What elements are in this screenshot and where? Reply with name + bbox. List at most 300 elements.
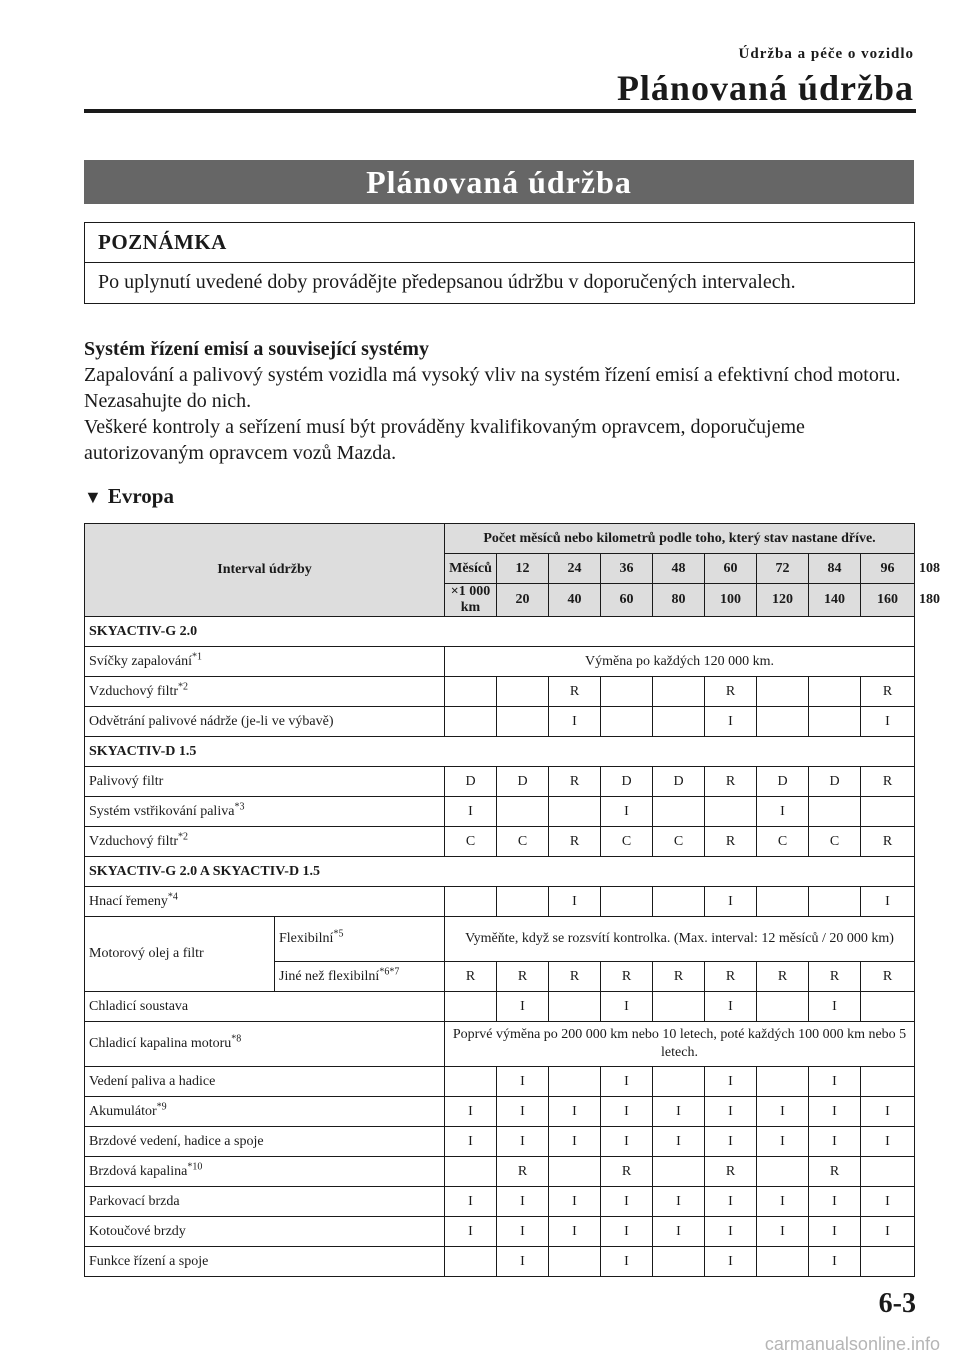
item-span-text-text: Poprvé výměna po 200 000 km nebo 10 letech, poté každých 100 000 km nebo 5 letech. — [452, 1027, 907, 1060]
note-box — [84, 222, 915, 304]
footnote-mark: *2 — [178, 680, 189, 692]
schedule-cell — [653, 1157, 705, 1187]
table-row — [85, 677, 915, 707]
schedule-cell — [705, 1247, 757, 1277]
schedule-cell — [445, 1247, 497, 1277]
schedule-cell-text: R — [882, 968, 893, 984]
schedule-cell — [757, 1127, 809, 1157]
schedule-cell — [549, 767, 601, 797]
table-row — [85, 827, 915, 857]
item-label-text: Palivový filtr — [89, 773, 164, 789]
schedule-cell-text: I — [885, 1103, 890, 1119]
month-cell-text: 36 — [619, 560, 634, 576]
schedule-cell-text: I — [780, 1133, 785, 1149]
schedule-cell — [705, 707, 757, 737]
footnote-mark: *1 — [192, 650, 203, 662]
schedule-cell — [757, 1067, 809, 1097]
schedule-cell — [601, 1067, 653, 1097]
note-title: POZNÁMKA — [85, 223, 914, 263]
schedule-cell-text: D — [777, 773, 788, 789]
schedule-cell — [653, 1217, 705, 1247]
table-row — [85, 857, 915, 887]
schedule-cell — [497, 1127, 549, 1157]
schedule-cell — [601, 1247, 653, 1277]
schedule-cell — [601, 707, 653, 737]
header-rule — [84, 109, 916, 113]
table-row — [85, 1157, 915, 1187]
schedule-cell — [549, 1217, 601, 1247]
schedule-cell-text: I — [520, 1253, 525, 1269]
schedule-cell — [861, 797, 915, 827]
schedule-cell — [705, 992, 757, 1022]
schedule-cell — [757, 887, 809, 917]
table-row — [85, 1187, 915, 1217]
month-cell — [653, 554, 705, 584]
table-row — [85, 797, 915, 827]
schedule-cell — [653, 1097, 705, 1127]
table-row — [85, 737, 915, 767]
item-span-text-text: Výměna po každých 120 000 km. — [585, 653, 774, 669]
schedule-cell — [497, 707, 549, 737]
schedule-cell-text: I — [624, 803, 629, 819]
schedule-cell — [653, 1247, 705, 1277]
intro-subtitle: Systém řízení emisí a související systémy — [84, 338, 429, 360]
schedule-cell — [757, 1097, 809, 1127]
schedule-cell — [445, 1067, 497, 1097]
schedule-cell-text: R — [569, 833, 580, 849]
item-label-text: Parkovací brzda — [89, 1193, 180, 1209]
group-heading — [85, 617, 915, 647]
item-label-text: Hnací řemeny — [89, 893, 168, 909]
schedule-cell-text: I — [624, 1073, 629, 1089]
km-label-text: ×1 000 km — [450, 584, 491, 615]
schedule-cell-text: I — [676, 1223, 681, 1239]
region-heading — [84, 484, 174, 509]
schedule-cell — [757, 1187, 809, 1217]
schedule-cell — [757, 677, 809, 707]
schedule-cell-text: R — [621, 968, 632, 984]
table-row — [85, 992, 915, 1022]
schedule-cell-text: C — [777, 833, 788, 849]
month-cell — [705, 554, 757, 584]
km-cell — [705, 584, 757, 617]
schedule-cell — [497, 677, 549, 707]
schedule-cell — [549, 1067, 601, 1097]
schedule-cell — [601, 1217, 653, 1247]
schedule-cell — [705, 1157, 757, 1187]
schedule-cell-text: R — [882, 833, 893, 849]
schedule-cell-text: D — [829, 773, 840, 789]
schedule-cell-text: I — [832, 1193, 837, 1209]
schedule-cell-text: R — [725, 833, 736, 849]
schedule-cell-text: C — [465, 833, 476, 849]
schedule-cell — [601, 827, 653, 857]
month-cell — [549, 554, 601, 584]
schedule-cell — [549, 887, 601, 917]
schedule-cell — [757, 1157, 809, 1187]
schedule-cell — [809, 677, 861, 707]
triangle-down-icon: ▼ — [84, 487, 102, 507]
km-cell-text: 140 — [824, 592, 845, 607]
schedule-cell-text: I — [572, 1223, 577, 1239]
schedule-cell — [549, 707, 601, 737]
schedule-cell-text: C — [621, 833, 632, 849]
schedule-cell-text: I — [728, 1253, 733, 1269]
schedule-cell-text: R — [829, 968, 840, 984]
footnote-mark: *6*7 — [379, 965, 400, 977]
schedule-cell — [861, 767, 915, 797]
schedule-cell — [809, 887, 861, 917]
item-label — [85, 1187, 445, 1217]
oil-flex-text — [445, 917, 915, 962]
schedule-cell — [601, 962, 653, 992]
item-label-text: Akumulátor — [89, 1103, 157, 1119]
schedule-cell — [861, 1127, 915, 1157]
schedule-cell — [445, 767, 497, 797]
schedule-cell-text: I — [572, 1103, 577, 1119]
km-cell — [861, 584, 915, 617]
schedule-cell — [445, 707, 497, 737]
table-row — [85, 1247, 915, 1277]
footnote-mark: *3 — [234, 800, 245, 812]
schedule-cell — [497, 1097, 549, 1127]
schedule-cell — [497, 1187, 549, 1217]
footnote-mark: *5 — [333, 928, 344, 940]
month-cell-text: 12 — [515, 560, 530, 576]
month-cell-text: 108 — [919, 560, 941, 576]
group-heading — [85, 737, 915, 767]
schedule-cell — [549, 1187, 601, 1217]
schedule-cell — [653, 827, 705, 857]
month-cell — [601, 554, 653, 584]
schedule-cell — [861, 707, 915, 737]
schedule-cell-text: I — [520, 1103, 525, 1119]
table-row — [85, 1127, 915, 1157]
schedule-cell — [809, 1127, 861, 1157]
schedule-cell — [497, 1217, 549, 1247]
item-label-text: Svíčky zapalování — [89, 653, 193, 669]
item-span-text — [445, 647, 915, 677]
oil-nonflex-label-text: Jiné než flexibilní — [279, 968, 380, 984]
schedule-cell-text: I — [676, 1193, 681, 1209]
km-cell — [601, 584, 653, 617]
schedule-cell — [809, 767, 861, 797]
month-cell-text: 96 — [880, 560, 895, 576]
schedule-cell — [757, 1247, 809, 1277]
table-row — [85, 1217, 915, 1247]
footnote-mark: *2 — [178, 830, 189, 842]
schedule-cell-text: R — [673, 968, 684, 984]
schedule-cell — [601, 1187, 653, 1217]
schedule-cell — [861, 1247, 915, 1277]
schedule-cell — [601, 887, 653, 917]
schedule-cell — [705, 1187, 757, 1217]
schedule-cell-text: I — [728, 1073, 733, 1089]
schedule-cell-text: I — [885, 893, 890, 909]
km-cell — [497, 584, 549, 617]
km-cell-text: 160 — [877, 592, 898, 607]
table-row — [85, 1097, 915, 1127]
month-cell-text: 72 — [775, 560, 790, 576]
schedule-cell-text: I — [780, 803, 785, 819]
schedule-cell — [445, 962, 497, 992]
oil-flex-label-text: Flexibilní — [279, 931, 334, 946]
table-row — [85, 887, 915, 917]
schedule-cell — [653, 767, 705, 797]
table-row — [85, 524, 915, 554]
item-label-text: Brzdová kapalina — [89, 1163, 188, 1179]
schedule-cell-text: R — [517, 1163, 528, 1179]
schedule-cell — [861, 827, 915, 857]
table-row — [85, 1067, 915, 1097]
schedule-cell — [601, 992, 653, 1022]
schedule-cell-text: R — [725, 968, 736, 984]
month-cell-text: 84 — [827, 560, 842, 576]
schedule-cell-text: R — [725, 773, 736, 789]
schedule-cell-text: D — [673, 773, 684, 789]
schedule-cell-text: I — [832, 998, 837, 1014]
month-cell-text: 60 — [723, 560, 738, 576]
schedule-cell-text: I — [468, 1133, 473, 1149]
page-title-banner: Plánovaná údržba — [84, 160, 914, 204]
item-label — [85, 797, 445, 827]
section-title: Plánovaná údržba — [616, 68, 914, 108]
schedule-cell — [653, 1127, 705, 1157]
interval-header — [85, 524, 445, 617]
interval-condition-header — [445, 524, 915, 554]
schedule-cell — [809, 827, 861, 857]
chapter-title: Údržba a péče o vozidlo — [738, 46, 914, 62]
schedule-cell-text: I — [885, 713, 890, 729]
intro-section — [84, 336, 924, 466]
schedule-cell — [861, 1097, 915, 1127]
schedule-cell — [705, 1127, 757, 1157]
schedule-cell — [861, 677, 915, 707]
months-label-text: Měsíců — [449, 560, 492, 576]
footnote-mark: *4 — [167, 890, 178, 902]
schedule-cell — [705, 1067, 757, 1097]
group-heading-text: SKYACTIV-G 2.0 — [89, 623, 198, 639]
schedule-cell — [809, 1247, 861, 1277]
table-row — [85, 617, 915, 647]
schedule-cell-text: I — [728, 1103, 733, 1119]
schedule-cell-text: I — [572, 713, 577, 729]
table-row — [85, 707, 915, 737]
km-cell — [549, 584, 601, 617]
schedule-cell — [445, 1217, 497, 1247]
schedule-cell-text: C — [517, 833, 528, 849]
km-cell-text: 80 — [671, 592, 686, 607]
schedule-cell — [445, 797, 497, 827]
schedule-cell-text: I — [468, 803, 473, 819]
schedule-cell — [601, 1157, 653, 1187]
schedule-cell — [757, 827, 809, 857]
schedule-cell — [601, 797, 653, 827]
schedule-cell-text: I — [780, 1193, 785, 1209]
schedule-cell-text: I — [885, 1133, 890, 1149]
item-label — [85, 677, 445, 707]
schedule-cell-text: I — [520, 998, 525, 1014]
oil-nonflex-label — [275, 962, 445, 992]
schedule-cell — [705, 1097, 757, 1127]
oil-flex-text-text: Vyměňte, když se rozsvítí kontrolka. (Max. interval: 12 měsíců / 20 000 km) — [465, 931, 894, 946]
km-cell — [757, 584, 809, 617]
schedule-cell — [445, 1097, 497, 1127]
schedule-cell-text: R — [777, 968, 788, 984]
schedule-cell — [809, 1187, 861, 1217]
item-label — [85, 647, 445, 677]
schedule-cell-text: I — [624, 1133, 629, 1149]
schedule-cell-text: I — [676, 1103, 681, 1119]
schedule-cell-text: D — [517, 773, 528, 789]
oil-label-text: Motorový olej a filtr — [89, 946, 204, 961]
schedule-cell-text: I — [728, 1223, 733, 1239]
schedule-cell — [705, 797, 757, 827]
schedule-cell — [601, 677, 653, 707]
schedule-cell — [497, 962, 549, 992]
schedule-cell-text: R — [725, 683, 736, 699]
schedule-cell-text: I — [468, 1193, 473, 1209]
item-label-text: Chladicí soustava — [89, 998, 189, 1014]
schedule-cell-text: I — [624, 1223, 629, 1239]
item-label-text: Funkce řízení a spoje — [89, 1253, 209, 1269]
schedule-cell — [653, 707, 705, 737]
schedule-cell — [549, 1097, 601, 1127]
schedule-cell-text: R — [621, 1163, 632, 1179]
table-row — [85, 647, 915, 677]
schedule-cell-text: I — [885, 1193, 890, 1209]
schedule-cell — [861, 887, 915, 917]
schedule-cell-text: R — [517, 968, 528, 984]
km-cell-text: 60 — [619, 592, 634, 607]
schedule-cell — [809, 1067, 861, 1097]
item-label-text: Kotoučové brzdy — [89, 1223, 186, 1239]
schedule-cell — [809, 1097, 861, 1127]
schedule-cell — [757, 1217, 809, 1247]
table-row — [85, 1022, 915, 1067]
schedule-cell — [445, 1127, 497, 1157]
schedule-cell — [809, 797, 861, 827]
item-label-text: Vzduchový filtr — [89, 683, 179, 699]
km-cell — [653, 584, 705, 617]
schedule-cell — [549, 962, 601, 992]
month-cell — [497, 554, 549, 584]
schedule-cell-text: I — [832, 1073, 837, 1089]
item-label-text: Vzduchový filtr — [89, 833, 179, 849]
schedule-cell — [809, 1157, 861, 1187]
note-text: Po uplynutí uvedené doby provádějte předepsanou údržbu v doporučených intervalech. — [98, 271, 796, 293]
month-cell — [861, 554, 915, 584]
schedule-cell-text: I — [520, 1223, 525, 1239]
schedule-cell-text: I — [728, 893, 733, 909]
group-heading — [85, 857, 915, 887]
oil-label — [85, 917, 275, 992]
schedule-cell — [705, 827, 757, 857]
schedule-cell — [757, 962, 809, 992]
schedule-cell — [445, 992, 497, 1022]
km-cell — [809, 584, 861, 617]
schedule-cell — [861, 1067, 915, 1097]
schedule-cell — [497, 1247, 549, 1277]
schedule-cell-text: I — [728, 1193, 733, 1209]
schedule-cell-text: R — [465, 968, 476, 984]
intro-paragraph-2: Veškeré kontroly a seřízení musí být prováděny kvalifikovaným opravcem, doporučujeme autorizovaným opravcem vozů Mazda. — [84, 416, 805, 464]
schedule-cell — [549, 1157, 601, 1187]
schedule-cell — [549, 1127, 601, 1157]
item-label — [85, 1157, 445, 1187]
schedule-cell — [861, 1157, 915, 1187]
schedule-cell — [445, 1187, 497, 1217]
schedule-cell — [497, 1067, 549, 1097]
footnote-mark: *9 — [156, 1100, 167, 1112]
schedule-cell — [653, 962, 705, 992]
schedule-cell-text: I — [624, 1103, 629, 1119]
schedule-cell-text: I — [728, 998, 733, 1014]
schedule-cell — [705, 962, 757, 992]
schedule-cell — [497, 1157, 549, 1187]
schedule-cell-text: R — [725, 1163, 736, 1179]
schedule-cell — [445, 887, 497, 917]
schedule-cell — [809, 1217, 861, 1247]
region-label: Evropa — [107, 484, 174, 508]
schedule-cell-text: I — [832, 1253, 837, 1269]
item-label — [85, 887, 445, 917]
footnote-mark: *10 — [187, 1160, 203, 1172]
schedule-cell — [861, 992, 915, 1022]
schedule-cell — [445, 677, 497, 707]
schedule-cell-text: I — [624, 1253, 629, 1269]
schedule-cell — [653, 677, 705, 707]
km-cell-text: 180 — [919, 592, 941, 607]
schedule-cell-text: I — [520, 1193, 525, 1209]
km-label — [445, 584, 497, 617]
schedule-cell-text: I — [572, 893, 577, 909]
schedule-cell — [549, 677, 601, 707]
interval-header-text: Interval údržby — [217, 562, 312, 577]
schedule-cell-text: C — [673, 833, 684, 849]
schedule-cell — [705, 677, 757, 707]
schedule-cell-text: D — [621, 773, 632, 789]
schedule-cell — [809, 992, 861, 1022]
schedule-cell — [601, 1127, 653, 1157]
schedule-cell-text: I — [885, 1223, 890, 1239]
schedule-cell — [549, 992, 601, 1022]
oil-flex-label — [275, 917, 445, 962]
schedule-cell — [497, 887, 549, 917]
month-cell — [757, 554, 809, 584]
page-number: 6-3 — [878, 1288, 916, 1319]
schedule-cell — [653, 1187, 705, 1217]
schedule-cell-text: R — [569, 683, 580, 699]
item-label-text: Vedení paliva a hadice — [89, 1073, 216, 1089]
table-row — [85, 767, 915, 797]
schedule-cell — [549, 1247, 601, 1277]
schedule-cell — [445, 1157, 497, 1187]
item-label — [85, 1022, 445, 1067]
schedule-cell — [497, 992, 549, 1022]
group-heading-text: SKYACTIV-G 2.0 A SKYACTIV-D 1.5 — [89, 863, 321, 879]
km-cell-text: 40 — [567, 592, 582, 607]
schedule-cell — [497, 827, 549, 857]
schedule-cell — [601, 767, 653, 797]
group-heading-text: SKYACTIV-D 1.5 — [89, 743, 197, 759]
schedule-cell — [705, 887, 757, 917]
schedule-cell — [601, 1097, 653, 1127]
item-span-text — [445, 1022, 915, 1067]
month-cell-text: 24 — [567, 560, 582, 576]
schedule-cell — [653, 797, 705, 827]
schedule-cell — [809, 707, 861, 737]
